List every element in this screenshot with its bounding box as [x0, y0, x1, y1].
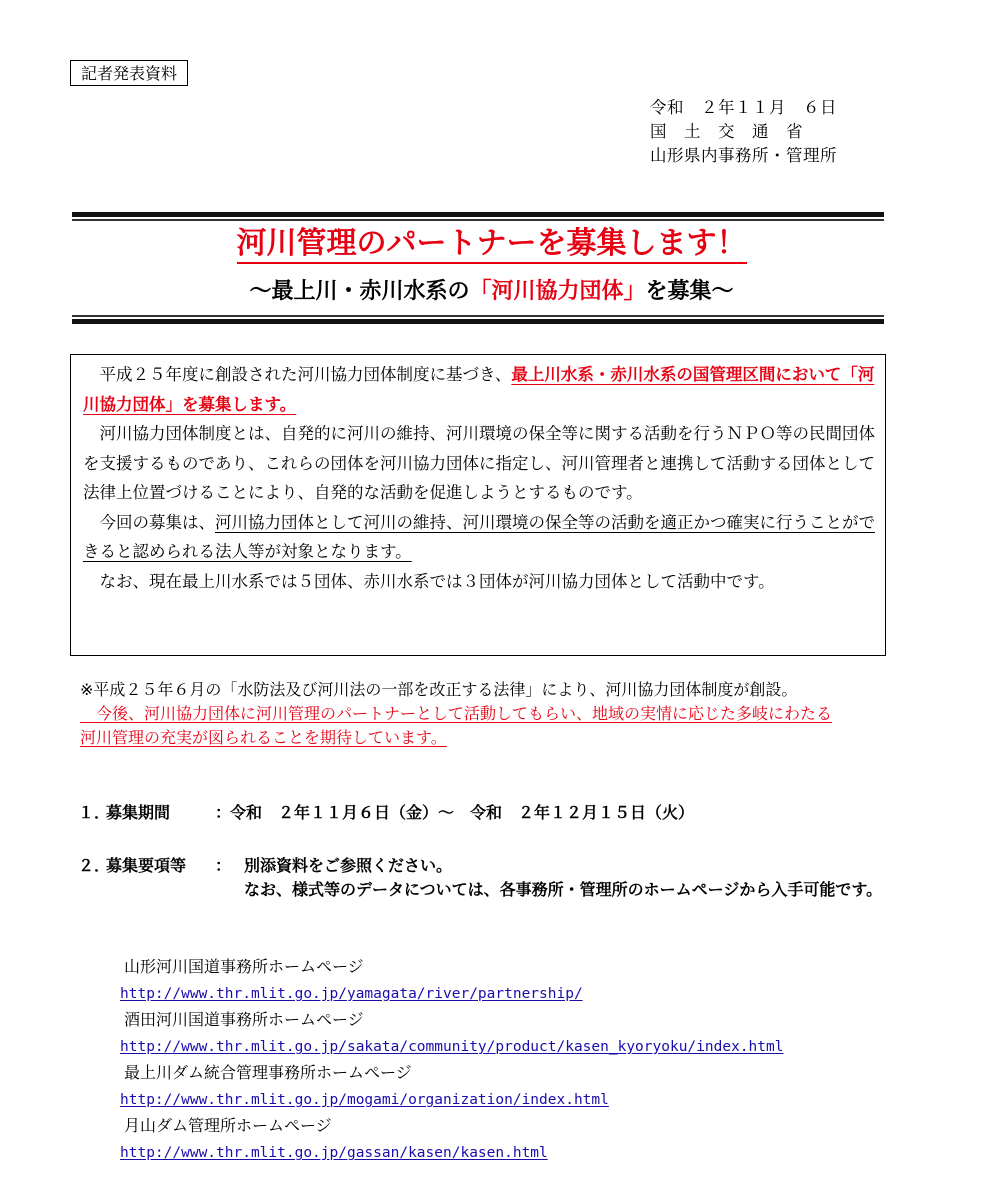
link-site-gassan: 月山ダム管理所ホームページ — [124, 1116, 332, 1135]
page-title: 河川管理のパートナーを募集します！ — [0, 224, 983, 264]
homepage-links — [120, 954, 880, 1166]
ministry-name: 国 土 交 通 省 — [650, 122, 803, 141]
reference-note — [80, 678, 890, 750]
link-site-sakata: 酒田河川国道事務所ホームページ — [124, 1010, 364, 1029]
note-line-1: ※平成２５年６月の「水防法及び河川法の一部を改正する法律」により、河川協力団体制度が創設。 — [80, 680, 798, 699]
link-url-gassan[interactable]: http://www.thr.mlit.go.jp/gassan/kasen/kasen.html — [120, 1145, 548, 1161]
subtitle-highlight: 「河川協力団体」 — [469, 279, 646, 304]
press-release-label: 記者発表資料 — [70, 60, 188, 86]
office-name: 山形県内事務所・管理所 — [650, 146, 837, 165]
item-guidelines: ２．募集要項等 ： — [78, 856, 231, 875]
item-guidelines-body: 別添資料をご参照ください。 なお、様式等のデータについては、各事務所・管理所のホームページから入手可能です。 — [244, 856, 883, 899]
link-site-mogami: 最上川ダム統合管理事務所ホームページ — [124, 1063, 412, 1082]
link-site-yamagata: 山形河川国道事務所ホームページ — [124, 957, 364, 976]
link-url-yamagata[interactable]: http://www.thr.mlit.go.jp/yamagata/river/partnership/ — [120, 986, 583, 1002]
item-period: １．募集期間 ： — [78, 803, 231, 822]
item-period-body: 令和 ２年１１月６日（金）～ 令和 ２年１２月１５日（火） — [230, 803, 695, 822]
subtitle-suffix: を募集～ — [645, 279, 734, 304]
title-top-rule — [72, 212, 884, 217]
page-subtitle — [0, 276, 983, 308]
summary-paragraph-4: なお、現在最上川水系では５団体、赤川水系では３団体が河川協力団体として活動中です。 — [83, 571, 775, 591]
summary-paragraph-1: 平成２５年度に創設された河川協力団体制度に基づき、最上川水系・赤川水系の国管理区間において「河川協力団体」を募集します。 — [83, 365, 875, 414]
note-line-3: 河川管理の充実が図られることを期待しています。 — [80, 728, 447, 747]
issue-date: 令和 ２年１１月 ６日 — [650, 98, 837, 117]
link-url-sakata[interactable]: http://www.thr.mlit.go.jp/sakata/community/product/kasen_kyoryoku/index.html — [120, 1039, 784, 1055]
summary-text — [83, 360, 878, 596]
title-top-rule-thin — [72, 219, 884, 221]
title-bottom-rule-thin — [72, 315, 884, 317]
issuer-block — [650, 96, 890, 168]
summary-paragraph-2: 河川協力団体制度とは、自発的に河川の維持、河川環境の保全等に関する活動を行うＮＰＯ等の民間団体を支援するものであり、これらの団体を河川協力団体に指定し、河川管理者と連携して活動する団体として法律上位置づけることにより、自発的な活動を促進しようとするものです。 — [83, 424, 875, 502]
link-url-mogami[interactable]: http://www.thr.mlit.go.jp/mogami/organization/index.html — [120, 1092, 609, 1108]
subtitle-prefix: ～最上川・赤川水系の — [249, 279, 470, 304]
summary-paragraph-3: 今回の募集は、河川協力団体として河川の維持、河川環境の保全等の活動を適正かつ確実に行うことができると認められる法人等が対象となります。 — [83, 512, 875, 561]
note-line-2: 今後、河川協力団体に河川管理のパートナーとして活動してもらい、地域の実情に応じた多岐にわたる — [80, 704, 833, 723]
title-bottom-rule — [72, 319, 884, 324]
